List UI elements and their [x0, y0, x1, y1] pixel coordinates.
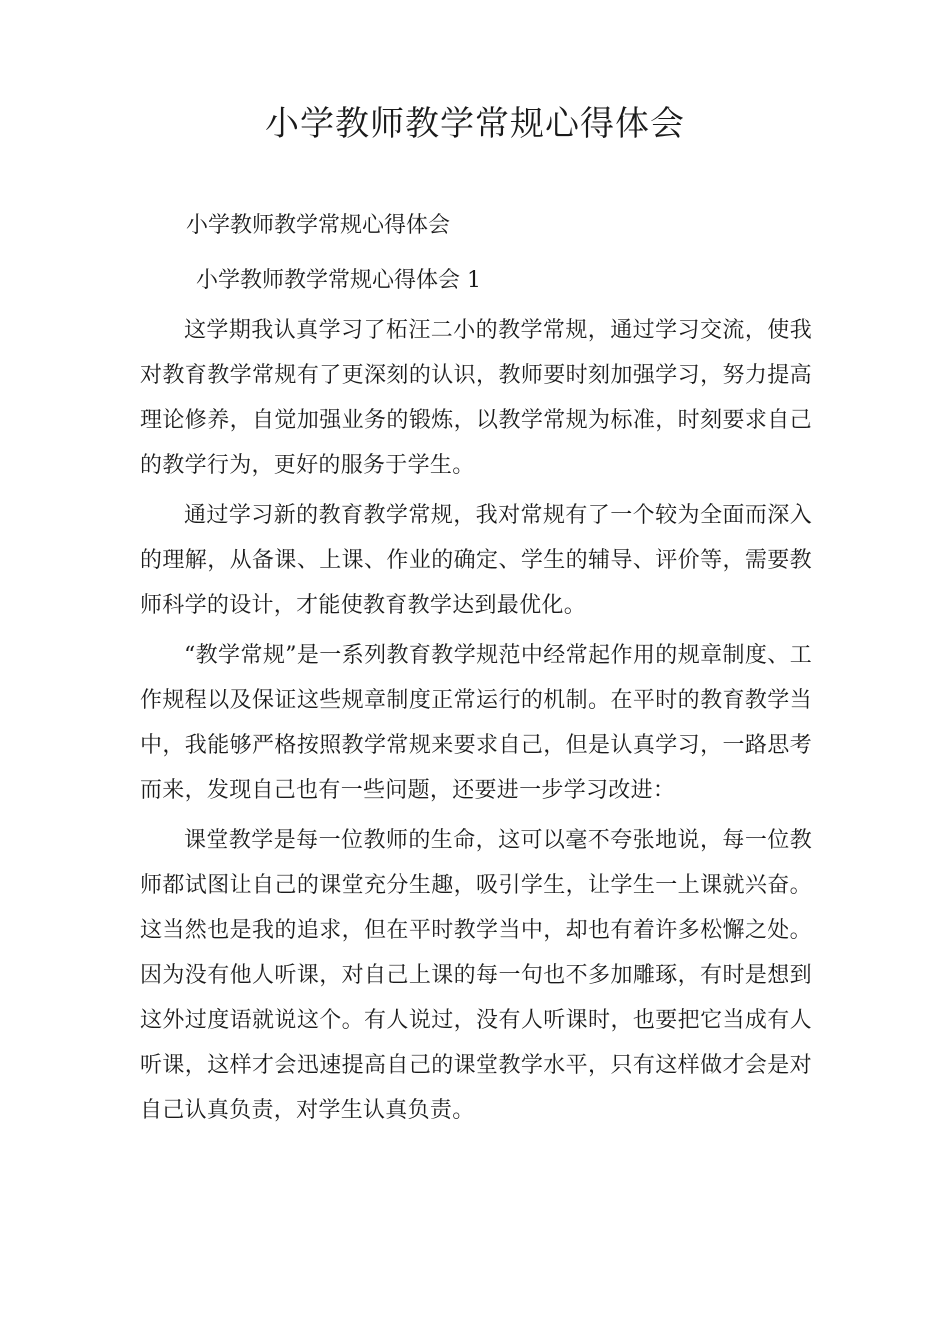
paragraph: 课堂教学是每一位教师的生命，这可以毫不夸张地说，每一位教师都试图让自己的课堂充分生趣，吸引学生，让学生一上课就兴奋。这当然也是我的追求，但在平时教学当中，却也有着许多松懈之处。因为没有他人听课，对自己上课的每一句也不多加雕琢，有时是想到这外过度语就说这个。有人说过，没有人听课时，也要把它当成有人听课，这样才会迅速提高自己的课堂教学水平，只有这样做才会是对自己认真负责，对学生认真负责。: [140, 828, 812, 1123]
body-text: [140, 308, 812, 1138]
document-subtitle: 小学教师教学常规心得体会: [186, 213, 451, 238]
paragraph: 通过学习新的教育教学常规，我对常规有了一个较为全面而深入的理解，从备课、上课、作业的确定、学生的辅导、评价等，需要教师科学的设计，才能使教育教学达到最优化。: [140, 503, 812, 618]
paragraph: 这学期我认真学习了柘汪二小的教学常规，通过学习交流，使我对教育教学常规有了更深刻的认识，教师要时刻加强学习，努力提高理论修养，自觉加强业务的锻炼，以教学常规为标准，时刻要求自己的教学行为，更好的服务于学生。: [140, 318, 812, 478]
paragraph: “教学常规”是一系列教育教学规范中经常起作用的规章制度、工作规程以及保证这些规章制度正常运行的机制。在平时的教育教学当中，我能够严格按照教学常规来要求自己，但是认真学习，一路思考而来，发现自己也有一些问题，还要进一步学习改进：: [140, 643, 812, 803]
section-heading: 小学教师教学常规心得体会 1: [196, 268, 481, 293]
document-title: 小学教师教学常规心得体会: [265, 104, 685, 144]
